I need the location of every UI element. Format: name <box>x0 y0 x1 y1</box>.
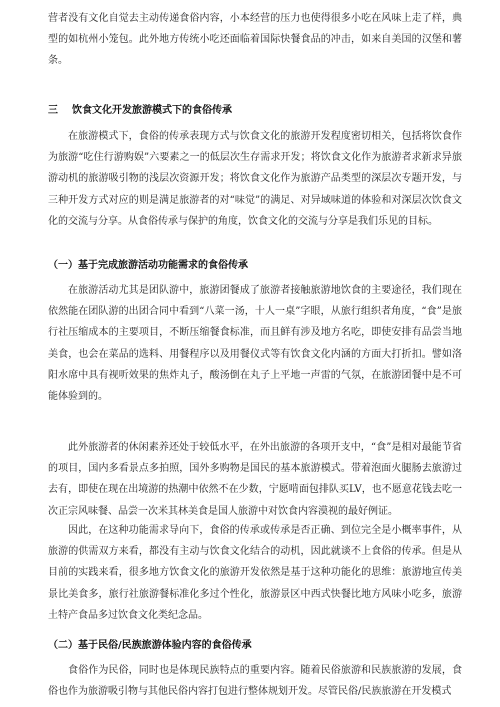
paragraph-tourism-mode <box>48 126 462 232</box>
paragraph-group-tour <box>48 280 462 407</box>
paragraph-conclusion <box>48 520 462 626</box>
paragraph-text: 因此，在这种功能需求导向下，食俗的传承或传承是否正确、到位完全是小概率事件，从旅游的供需双方来看，都没有主动与饮食文化结合的动机，因此就谈不上食俗的传承。但是从目前的实践来看，很多地方饮食文化的旅游开发依然是基于这种功能化的思维：旅游地宣传美景比美食多，旅行社旅游餐标准化多过个性化，旅游景区中西式快餐比地方风味小吃多，旅游土特产食品多过饮食文化类纪念品。 <box>48 525 462 621</box>
section-title: 饮食文化开发旅游模式下的食俗传承 <box>72 105 232 116</box>
paragraph-text: 在旅游活动尤其是团队游中，旅游团餐成了旅游者接触旅游地饮食的主要途径，我们现在依然能在团队游的出团合同中看到“八菜一汤，十人一桌”字眼，从旅行组织者角度，“食”是旅行社压缩成本的主要项目，不断压缩餐食标准，而且鲜有涉及地方名吃，即使安排有品尝当地美食，也会在菜品的选料、用餐程序以及用餐仪式等有饮食文化内涵的方面大打折扣。譬如洛阳水席中具有视听效果的焦炸丸子，酸汤倒在丸子上平地一声雷的气氛，在旅游团餐中是不可能体验到的。 <box>48 285 462 403</box>
subsection-title: （二）基于民俗/民族旅游体验内容的食俗传承 <box>48 640 252 651</box>
subsection-heading-2 <box>48 638 462 654</box>
subsection-heading-1 <box>48 258 462 274</box>
paragraph-text: 营者没有文化自觉去主动传递食俗内容，小本经营的压力也使得很多小吃在风味上走了样，典型的如杭州小笼包。此外地方传统小吃还面临着国际快餐食品的冲击，如来自美国的汉堡和薯条。 <box>48 13 462 67</box>
section-number: 三 <box>48 105 58 116</box>
paragraph-text: 食俗作为民俗，同时也是体现民族特点的重要内容。随着民俗旅游和民族旅游的发展，食俗也作为旅游吸引物与其他民俗内容打包进行整体规划开发。尽管民俗/民族旅游在开发模式 <box>48 665 462 698</box>
subsection-title: （一）基于完成旅游活动功能需求的食俗传承 <box>48 260 248 271</box>
section-heading-3 <box>48 103 462 119</box>
paragraph-leisure <box>48 437 462 522</box>
paragraph-intro <box>48 8 462 72</box>
paragraph-text: 在旅游模式下，食俗的传承表现方式与饮食文化的旅游开发程度密切相关，包括将饮食作为旅游“吃住行游购娱”六要素之一的低层次生存需求开发；将饮食文化作为旅游者求新求异旅游动机的旅游吸引物的浅层次资源开发；将饮食文化作为旅游产品类型的深层次专题开发，与三种开发方式对应的则是满足旅游者的对“味觉”的满足、对异域味道的体验和对深层次饮食文化的交流与分享。从食俗传承与保护的角度，饮食文化的交流与分享是我们乐见的目标。 <box>48 131 462 227</box>
paragraph-folk-custom <box>48 660 462 702</box>
paragraph-text: 此外旅游者的休闲素养还处于较低水平，在外出旅游的各项开支中，“食”是相对最能节省的项目，国内多看景点多拍照，国外多购物是国民的基本旅游模式。带着泡面火腿肠去旅游过去有，即使在现在出境游的热潮中依然不在少数，宁愿啃面包排队买LV，也不愿意花钱去吃一次正宗风味餐、品尝一次米其林美食是国人旅游中对饮食内容漠视的最好例证。 <box>48 442 462 517</box>
